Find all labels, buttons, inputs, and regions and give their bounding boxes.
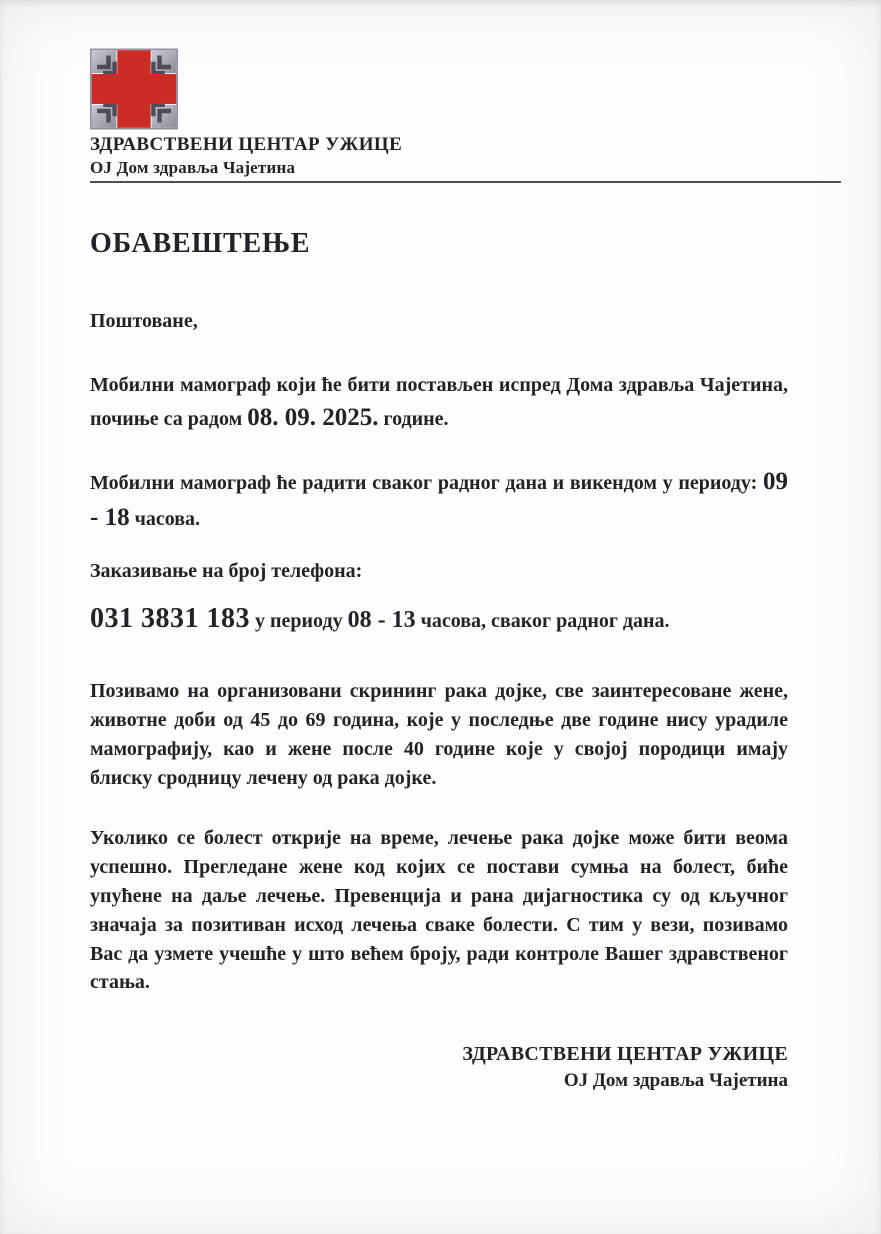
page-title: ОБАВЕШТЕЊЕ — [90, 228, 311, 260]
signature-org-unit: ОЈ Дом здравља Чајетина — [563, 1070, 788, 1092]
call-hours: 08 - 13 — [347, 607, 416, 634]
org-name: ЗДРАВСТВЕНИ ЦЕНТАР УЖИЦЕ — [90, 134, 403, 155]
salutation: Поштоване, — [90, 310, 198, 333]
red-cross-icon — [90, 48, 178, 130]
start-date: 08. 09. 2025. — [247, 404, 379, 432]
booking-label: Заказивање на број телефона: — [90, 560, 363, 583]
phone-line — [90, 603, 788, 635]
paragraph-mammograph-start — [90, 371, 788, 436]
paragraph-screening-invitation: Позивамо на организовани скрининг рака дојке, све заинтересоване жене, животне доби од 45 до 69 година, које у последње две године нису урадиле мамографију, као и жене после 40 године које у својој породици имају блиску сродницу лечену од рака дојке. — [90, 680, 788, 789]
phone-text: у периоду — [250, 610, 348, 633]
signature-block — [90, 1041, 788, 1094]
phone-text: часова, сваког радног дана. — [415, 610, 670, 633]
paragraph-working-hours — [90, 464, 788, 536]
phone-number: 031 3831 183 — [90, 603, 250, 635]
org-unit: ОЈ Дом здравља Чајетина — [90, 157, 296, 177]
header-divider — [90, 181, 841, 183]
document-header — [90, 48, 788, 183]
paragraph-text: Мобилни мамограф ће радити сваког радног дана и викендом у периоду: — [90, 472, 763, 495]
paragraph-text: часова. — [129, 508, 201, 531]
working-hours: 09 - 18 — [90, 468, 788, 532]
paragraph-prevention: Уколико се болест открије на време, лечење рака дојке може бити веома успешно. Прегледане жене код којих се постави сумња на болест, биће упућене на даље лечење. Превенција и рана дијагностика су од кључног значаја за позитиван исход лечења сваке болести. С тим у вези, позивамо Вас да узмете учешће у што већем броју, ради контроле Вашег здравственог стања. — [90, 827, 788, 994]
paragraph-text: године. — [378, 408, 449, 431]
paragraph-text: Мобилни мамограф који ће бити постављен испред Дома здравља Чајетина, почиње са радом — [90, 374, 788, 431]
signature-org-name: ЗДРАВСТВЕНИ ЦЕНТАР УЖИЦЕ — [462, 1043, 788, 1066]
